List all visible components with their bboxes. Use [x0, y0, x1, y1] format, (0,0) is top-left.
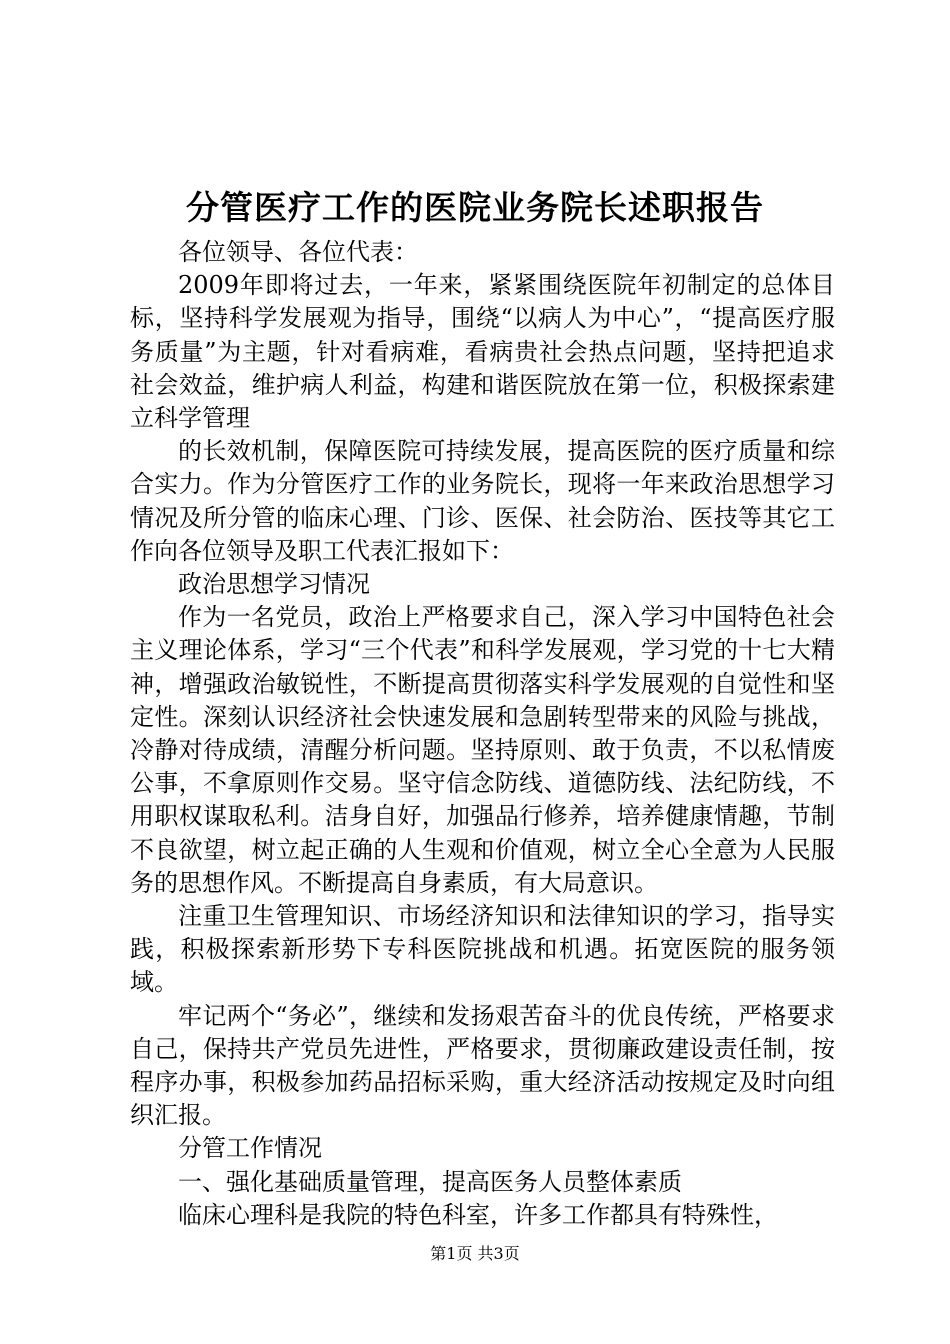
section-heading-work: 分管工作情况 — [178, 1134, 322, 1163]
paragraph-two-musts: 牢记两个“务必”，继续和发扬艰苦奋斗的优良传统，严格要求自己，保持共产党员先进性，严格要求，贯彻廉政建设责任制，按程序办事，积极参加药品招标采购，重大经济活动按规定及时向组织汇报。 — [130, 1001, 835, 1130]
paragraph-salutation: 各位领导、各位代表： — [178, 238, 418, 266]
section-heading-political-study: 政治思想学习情况 — [178, 570, 370, 599]
paragraph-knowledge-study: 注重卫生管理知识、市场经济知识和法律知识的学习，指导实践，积极探索新形势下专科医院挑战和机遇。拓宽医院的服务领域。 — [130, 902, 835, 997]
paragraph-clinical-psychology: 临床心理科是我院的特色科室，许多工作都具有特殊性， — [178, 1200, 778, 1229]
paragraph-party-member: 作为一名党员，政治上严格要求自己，深入学习中国特色社会主义理论体系，学习“三个代表”和科学发展观，学习党的十七大精神，增强政治敏锐性，不断提高贯彻落实科学发展观的自觉性和坚定性。深刻认识经济社会快速发展和急剧转型带来的风险与挑战，冷静对待成绩，清醒分析问题。坚持原则、敢于负责，不以私情废公事，不拿原则作交易。坚守信念防线、道德防线、法纪防线，不用职权谋取私利。洁身自好，加强品行修养，培养健康情趣，节制不良欲望，树立起正确的人生观和价值观，树立全心全意为人民服务的思想作风。不断提高自身素质，有大局意识。 — [130, 603, 835, 897]
document-body — [130, 236, 835, 1232]
page-footer: 第1页 共3页 — [430, 1244, 520, 1263]
subheading-quality-management: 一、强化基础质量管理，提高医务人员整体素质 — [178, 1167, 682, 1196]
document-title: 分管医疗工作的医院业务院长述职报告 — [186, 188, 764, 227]
paragraph-mechanism: 的长效机制，保障医院可持续发展，提高医院的医疗质量和综合实力。作为分管医疗工作的业务院长，现将一年来政治思想学习情况及所分管的临床心理、门诊、医保、社会防治、医技等其它工作向各位领导及职工代表汇报如下： — [130, 437, 835, 565]
paragraph-intro: 2009年即将过去，一年来，紧紧围绕医院年初制定的总体目标，坚持科学发展观为指导，围绕“以病人为中心”，“提高医疗服务质量”为主题，针对看病难，看病贵社会热点问题，坚持把追求社会效益，维护病人利益，构建和谐医院放在第一位，积极探索建立科学管理 — [130, 271, 835, 433]
